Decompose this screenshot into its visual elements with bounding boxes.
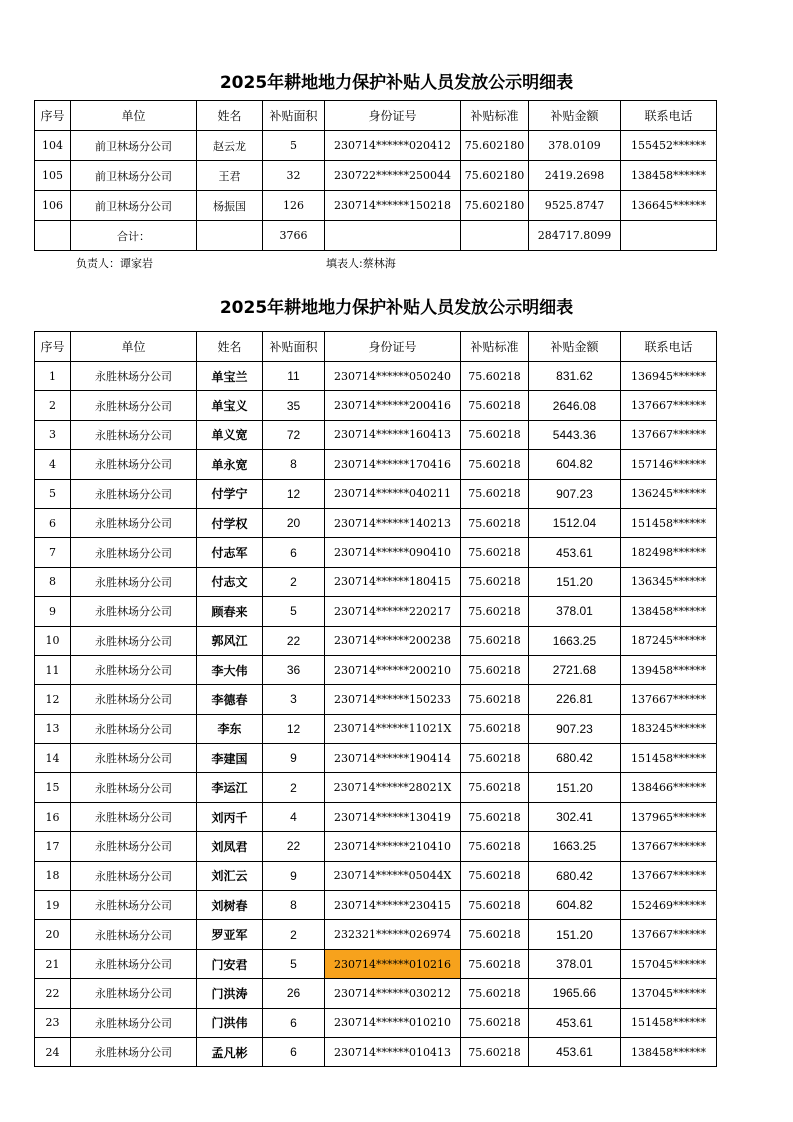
table-row [35,420,717,449]
subsidy-standard: 75.60218 [461,362,529,391]
header-unit: 单位 [71,332,197,362]
unit-name: 永胜林场分公司 [71,920,197,949]
table-row [35,773,717,802]
row-number: 7 [35,538,71,567]
person-name: 门洪伟 [197,1008,263,1037]
person-name: 付学权 [197,508,263,537]
phone-number: 139458****** [621,655,717,684]
row-number: 13 [35,714,71,743]
table-row [35,861,717,890]
id-number: 230714******180415 [325,567,461,596]
person-name: 罗亚军 [197,920,263,949]
phone-number: 137667****** [621,685,717,714]
person-name: 刘丙千 [197,802,263,831]
header-no: 序号 [35,332,71,362]
row-number: 1 [35,362,71,391]
table-row [35,832,717,861]
header-amount: 补贴金额 [529,101,621,131]
phone-number: 137667****** [621,861,717,890]
row-number: 4 [35,450,71,479]
table-row [35,1008,717,1037]
phone-number: 157045****** [621,949,717,978]
unit-name: 永胜林场分公司 [71,802,197,831]
person-name: 李运江 [197,773,263,802]
subsidy-amount: 604.82 [529,450,621,479]
subsidy-area: 11 [263,362,325,391]
table-row [35,949,717,978]
person-name: 单永宽 [197,450,263,479]
header-unit: 单位 [71,101,197,131]
person-name: 付志军 [197,538,263,567]
row-number: 2 [35,391,71,420]
subsidy-amount: 302.41 [529,802,621,831]
phone-number: 138466****** [621,773,717,802]
subsidy-area: 8 [263,891,325,920]
phone-number: 137965****** [621,802,717,831]
subsidy-standard: 75.60218 [461,479,529,508]
row-number: 19 [35,891,71,920]
person-name: 顾春来 [197,597,263,626]
id-number: 230714******170416 [325,450,461,479]
subsidy-standard: 75.60218 [461,685,529,714]
subsidy-amount: 2646.08 [529,391,621,420]
subsidy-table-1 [34,100,717,251]
subsidy-amount: 1663.25 [529,626,621,655]
subsidy-area: 35 [263,391,325,420]
row-number: 24 [35,1037,71,1066]
subsidy-amount: 226.81 [529,685,621,714]
unit-name: 永胜林场分公司 [71,508,197,537]
unit-name: 永胜林场分公司 [71,832,197,861]
subsidy-area: 22 [263,626,325,655]
subsidy-standard: 75.60218 [461,597,529,626]
phone-number: 136645****** [621,191,717,221]
phone-number: 183245****** [621,714,717,743]
row-number: 3 [35,420,71,449]
table-row [35,744,717,773]
person-name: 赵云龙 [197,131,263,161]
subsidy-amount: 2419.2698 [529,161,621,191]
unit-name: 永胜林场分公司 [71,479,197,508]
id-number: 230714******150218 [325,191,461,221]
table-row [35,802,717,831]
id-number: 230714******05044X [325,861,461,890]
unit-name: 永胜林场分公司 [71,685,197,714]
id-number: 230714******030212 [325,979,461,1008]
responsible-person: 负责人：谭家岩 [76,257,153,270]
table-row [35,891,717,920]
subsidy-amount: 907.23 [529,479,621,508]
table-header-row [35,101,717,131]
subsidy-amount: 5443.36 [529,420,621,449]
id-number: 230714******220217 [325,597,461,626]
id-number: 230714******230415 [325,891,461,920]
phone-number: 151458****** [621,508,717,537]
table-row [35,450,717,479]
total-name-cell [197,221,263,251]
row-number: 5 [35,479,71,508]
subsidy-area: 6 [263,1008,325,1037]
unit-name: 永胜林场分公司 [71,949,197,978]
person-name: 刘汇云 [197,861,263,890]
row-number: 11 [35,655,71,684]
subsidy-standard: 75.60218 [461,655,529,684]
subsidy-area: 12 [263,714,325,743]
subsidy-amount: 1965.66 [529,979,621,1008]
subsidy-area: 5 [263,949,325,978]
total-phone-cell [621,221,717,251]
row-number: 17 [35,832,71,861]
phone-number: 137667****** [621,832,717,861]
unit-name: 永胜林场分公司 [71,391,197,420]
header-standard: 补贴标准 [461,332,529,362]
row-number: 20 [35,920,71,949]
row-number: 23 [35,1008,71,1037]
header-area: 补贴面积 [263,101,325,131]
id-number: 230714******200210 [325,655,461,684]
section2-title: 2025年耕地地力保护补贴人员发放公示明细表 [219,298,574,318]
id-number: 230714******020412 [325,131,461,161]
subsidy-area: 6 [263,1037,325,1066]
subsidy-amount: 151.20 [529,773,621,802]
phone-number: 136945****** [621,362,717,391]
subsidy-area: 8 [263,450,325,479]
id-number: 230714******210410 [325,832,461,861]
phone-number: 138458****** [621,1037,717,1066]
header-phone: 联系电话 [621,332,717,362]
unit-name: 永胜林场分公司 [71,1037,197,1066]
phone-number: 137667****** [621,920,717,949]
subsidy-standard: 75.60218 [461,861,529,890]
row-number: 8 [35,567,71,596]
person-name: 单义宽 [197,420,263,449]
row-number: 104 [35,131,71,161]
person-name: 门安君 [197,949,263,978]
unit-name: 永胜林场分公司 [71,420,197,449]
total-amount: 284717.8099 [529,221,621,251]
id-number: 230714******28021X [325,773,461,802]
unit-name: 永胜林场分公司 [71,538,197,567]
subsidy-area: 126 [263,191,325,221]
table-header-row [35,332,717,362]
subsidy-amount: 1512.04 [529,508,621,537]
subsidy-area: 2 [263,773,325,802]
subsidy-area: 22 [263,832,325,861]
person-name: 刘树春 [197,891,263,920]
id-number: 230722******250044 [325,161,461,191]
person-name: 刘凤君 [197,832,263,861]
id-number: 230714******140213 [325,508,461,537]
table-row [35,538,717,567]
person-name: 付志文 [197,567,263,596]
header-id: 身份证号 [325,332,461,362]
unit-name: 前卫林场分公司 [71,161,197,191]
table-row [35,191,717,221]
unit-name: 永胜林场分公司 [71,891,197,920]
id-number: 230714******150233 [325,685,461,714]
table-row [35,597,717,626]
row-number: 14 [35,744,71,773]
subsidy-amount: 9525.8747 [529,191,621,221]
subsidy-table-2 [34,331,717,1067]
form-filler: 填表人:蔡林海 [326,257,396,270]
table-row [35,655,717,684]
subsidy-amount: 151.20 [529,567,621,596]
person-name: 孟凡彬 [197,1037,263,1066]
total-id-cell [325,221,461,251]
header-phone: 联系电话 [621,101,717,131]
phone-number: 157146****** [621,450,717,479]
subsidy-area: 4 [263,802,325,831]
unit-name: 永胜林场分公司 [71,1008,197,1037]
unit-name: 前卫林场分公司 [71,191,197,221]
subsidy-amount: 1663.25 [529,832,621,861]
table-row [35,714,717,743]
person-name: 门洪涛 [197,979,263,1008]
row-number: 12 [35,685,71,714]
row-number: 18 [35,861,71,890]
header-id: 身份证号 [325,101,461,131]
id-number: 230714******130419 [325,802,461,831]
phone-number: 138458****** [621,161,717,191]
total-standard-cell [461,221,529,251]
subsidy-standard: 75.60218 [461,744,529,773]
subsidy-area: 9 [263,861,325,890]
subsidy-amount: 2721.68 [529,655,621,684]
header-amount: 补贴金额 [529,332,621,362]
header-no: 序号 [35,101,71,131]
row-number: 15 [35,773,71,802]
unit-name: 永胜林场分公司 [71,450,197,479]
subsidy-area: 3 [263,685,325,714]
subsidy-amount: 378.01 [529,949,621,978]
subsidy-area: 20 [263,508,325,537]
subsidy-standard: 75.60218 [461,979,529,1008]
person-name: 李德春 [197,685,263,714]
person-name: 郭风江 [197,626,263,655]
subsidy-area: 36 [263,655,325,684]
subsidy-standard: 75.60218 [461,832,529,861]
subsidy-area: 5 [263,597,325,626]
id-number: 232321******026974 [325,920,461,949]
person-name: 王君 [197,161,263,191]
subsidy-standard: 75.60218 [461,714,529,743]
table-row [35,508,717,537]
subsidy-standard: 75.60218 [461,420,529,449]
section1-title: 2025年耕地地力保护补贴人员发放公示明细表 [219,73,574,93]
person-name: 单宝兰 [197,362,263,391]
person-name: 李建国 [197,744,263,773]
subsidy-standard: 75.60218 [461,920,529,949]
person-name: 杨振国 [197,191,263,221]
id-number: 230714******090410 [325,538,461,567]
unit-name: 永胜林场分公司 [71,744,197,773]
subsidy-amount: 453.61 [529,1037,621,1066]
unit-name: 永胜林场分公司 [71,979,197,1008]
subsidy-standard: 75.60218 [461,508,529,537]
person-name: 李大伟 [197,655,263,684]
unit-name: 前卫林场分公司 [71,131,197,161]
subsidy-standard: 75.60218 [461,626,529,655]
row-number: 106 [35,191,71,221]
phone-number: 151458****** [621,744,717,773]
header-name: 姓名 [197,332,263,362]
table-row [35,626,717,655]
subsidy-amount: 453.61 [529,538,621,567]
subsidy-area: 2 [263,567,325,596]
id-number: 230714******160413 [325,420,461,449]
id-number: 230714******040211 [325,479,461,508]
header-area: 补贴面积 [263,332,325,362]
id-number: 230714******010210 [325,1008,461,1037]
unit-name: 永胜林场分公司 [71,861,197,890]
person-name: 单宝义 [197,391,263,420]
subsidy-area: 9 [263,744,325,773]
table-row [35,362,717,391]
table-row [35,1037,717,1066]
subsidy-standard: 75.60218 [461,567,529,596]
subsidy-area: 12 [263,479,325,508]
phone-number: 136345****** [621,567,717,596]
total-area: 3766 [263,221,325,251]
subsidy-standard: 75.60218 [461,450,529,479]
phone-number: 136245****** [621,479,717,508]
phone-number: 182498****** [621,538,717,567]
subsidy-area: 72 [263,420,325,449]
phone-number: 152469****** [621,891,717,920]
subsidy-amount: 907.23 [529,714,621,743]
unit-name: 永胜林场分公司 [71,597,197,626]
subsidy-standard: 75.60218 [461,802,529,831]
unit-name: 永胜林场分公司 [71,773,197,802]
subsidy-area: 6 [263,538,325,567]
row-number: 22 [35,979,71,1008]
id-number: 230714******010413 [325,1037,461,1066]
subsidy-amount: 680.42 [529,861,621,890]
id-number: 230714******050240 [325,362,461,391]
subsidy-amount: 604.82 [529,891,621,920]
phone-number: 155452****** [621,131,717,161]
phone-number: 138458****** [621,597,717,626]
unit-name: 永胜林场分公司 [71,714,197,743]
subsidy-standard: 75.60218 [461,891,529,920]
total-row [35,221,717,251]
row-number: 21 [35,949,71,978]
unit-name: 永胜林场分公司 [71,567,197,596]
table-row [35,920,717,949]
subsidy-amount: 831.62 [529,362,621,391]
id-number: 230714******11021X [325,714,461,743]
table-row [35,479,717,508]
row-number: 16 [35,802,71,831]
subsidy-area: 26 [263,979,325,1008]
id-number: 230714******200238 [325,626,461,655]
phone-number: 151458****** [621,1008,717,1037]
table-row [35,979,717,1008]
row-number: 10 [35,626,71,655]
subsidy-amount: 378.0109 [529,131,621,161]
table-row [35,161,717,191]
phone-number: 187245****** [621,626,717,655]
table-row [35,391,717,420]
id-number: 230714******200416 [325,391,461,420]
subsidy-amount: 378.01 [529,597,621,626]
subsidy-standard: 75.60218 [461,538,529,567]
row-number: 105 [35,161,71,191]
id-number: 230714******190414 [325,744,461,773]
table-row [35,131,717,161]
header-standard: 补贴标准 [461,101,529,131]
total-no-cell [35,221,71,251]
phone-number: 137667****** [621,391,717,420]
person-name: 付学宁 [197,479,263,508]
unit-name: 永胜林场分公司 [71,362,197,391]
table-row [35,685,717,714]
subsidy-standard: 75.602180 [461,191,529,221]
subsidy-amount: 453.61 [529,1008,621,1037]
subsidy-area: 5 [263,131,325,161]
row-number: 9 [35,597,71,626]
subsidy-standard: 75.60218 [461,1008,529,1037]
phone-number: 137667****** [621,420,717,449]
subsidy-area: 32 [263,161,325,191]
unit-name: 永胜林场分公司 [71,655,197,684]
subsidy-standard: 75.602180 [461,161,529,191]
subsidy-standard: 75.602180 [461,131,529,161]
unit-name: 永胜林场分公司 [71,626,197,655]
person-name: 李东 [197,714,263,743]
phone-number: 137045****** [621,979,717,1008]
total-label: 合计： [71,221,197,251]
subsidy-standard: 75.60218 [461,773,529,802]
row-number: 6 [35,508,71,537]
subsidy-standard: 75.60218 [461,1037,529,1066]
header-name: 姓名 [197,101,263,131]
subsidy-amount: 151.20 [529,920,621,949]
subsidy-area: 2 [263,920,325,949]
id-number: 230714******010216 [325,949,461,978]
table-row [35,567,717,596]
subsidy-standard: 75.60218 [461,949,529,978]
subsidy-amount: 680.42 [529,744,621,773]
subsidy-standard: 75.60218 [461,391,529,420]
